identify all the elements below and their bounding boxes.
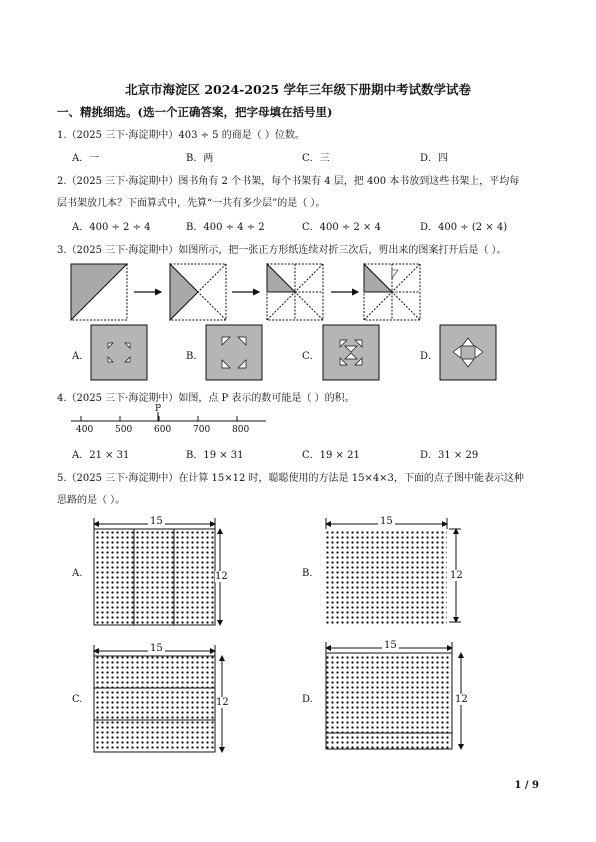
q1-option-c: C．三 — [302, 153, 330, 164]
question-2-line1: 2.（2025 三下·海淀期中）图书角有 2 个书架，每个书架有 4 层，把 400 本书放到这些书架上，平均每 — [57, 176, 520, 187]
width-label: 15 — [384, 640, 397, 651]
height-label: 12 — [215, 571, 228, 582]
q4-option-c: C．19 × 21 — [302, 450, 360, 461]
question-5-line2: 思路的是（ ）。 — [57, 495, 126, 506]
q3-card-a — [91, 325, 147, 380]
width-label: 15 — [150, 643, 163, 654]
q1-option-a: A．一 — [72, 153, 100, 164]
dot-grid-b — [326, 518, 461, 625]
q2-option-a: A．400 ÷ 2 ÷ 4 — [72, 222, 151, 233]
q2-option-c: C．400 ÷ 2 × 4 — [302, 222, 381, 233]
q3-option-b: B． — [186, 351, 204, 362]
point-p-label: P — [155, 404, 162, 414]
q4-option-a: A．21 × 31 — [72, 450, 130, 461]
dot-grid-d — [326, 642, 461, 749]
dot-grid-a — [94, 518, 220, 625]
page-number: 1 / 9 — [514, 780, 539, 791]
q3-option-d: D． — [420, 351, 439, 362]
q3-card-c — [323, 325, 379, 380]
width-label: 15 — [150, 516, 163, 527]
q2-option-d: D．400 ÷ (2 × 4) — [420, 222, 508, 233]
question-1-stem: 1.（2025 三下·海淀期中）403 ÷ 5 的商是（ ）位数。 — [57, 130, 305, 141]
dot-grid-c — [94, 645, 222, 752]
page-title: 北京市海淀区 2024-2025 学年三年级下册期中考试数学试卷 — [125, 82, 471, 97]
width-label: 15 — [380, 516, 393, 527]
q5-option-d: D. — [302, 694, 313, 705]
q1-option-b: B．两 — [186, 153, 214, 164]
q4-option-b: B．19 × 31 — [186, 450, 244, 461]
fold-step-3 — [267, 264, 323, 320]
tick-label: 700 — [193, 425, 211, 435]
tick-label: 600 — [154, 425, 172, 435]
question-4-stem: 4.（2025 三下·海淀期中）如图，点 P 表示的数可能是（ ）的积。 — [57, 393, 355, 404]
q1-option-d: D．四 — [420, 153, 449, 164]
q3-option-a: A． — [72, 351, 90, 362]
q3-card-b — [206, 325, 262, 380]
height-label: 12 — [455, 694, 468, 705]
q5-option-b: B. — [302, 568, 313, 579]
section-heading: 一、精挑细选。(选一个正确答案，把字母填在括号里) — [57, 105, 333, 119]
fold-step-4 — [364, 264, 420, 320]
q2-option-b: B．400 ÷ 4 ÷ 2 — [186, 222, 265, 233]
q5-option-a: A. — [72, 568, 83, 579]
q4-option-d: D．31 × 29 — [420, 450, 479, 461]
fold-step-1 — [71, 264, 127, 320]
height-label: 12 — [216, 697, 229, 708]
question-3-stem: 3.（2025 三下·海淀期中）如图所示，把一张正方形纸连续对折三次后，剪出来的图案打开后是（ ）。 — [57, 245, 507, 256]
question-5-line1: 5.（2025 三下·海淀期中）在计算 15×12 时，聪聪使用的方法是 15×4×3，下面的点子图中能表示这种 — [57, 473, 524, 484]
q3-option-c: C． — [302, 351, 320, 362]
height-label: 12 — [450, 570, 463, 581]
number-line — [71, 412, 266, 421]
question-2-line2: 层书架放几本？下面算式中，先算“一共有多少层”的是（ ）。 — [57, 198, 326, 209]
tick-label: 500 — [115, 425, 133, 435]
tick-label: 800 — [232, 425, 250, 435]
q5-option-c: C. — [72, 694, 83, 705]
q3-card-d — [440, 325, 496, 380]
fold-step-2 — [170, 264, 226, 320]
tick-label: 400 — [76, 425, 94, 435]
